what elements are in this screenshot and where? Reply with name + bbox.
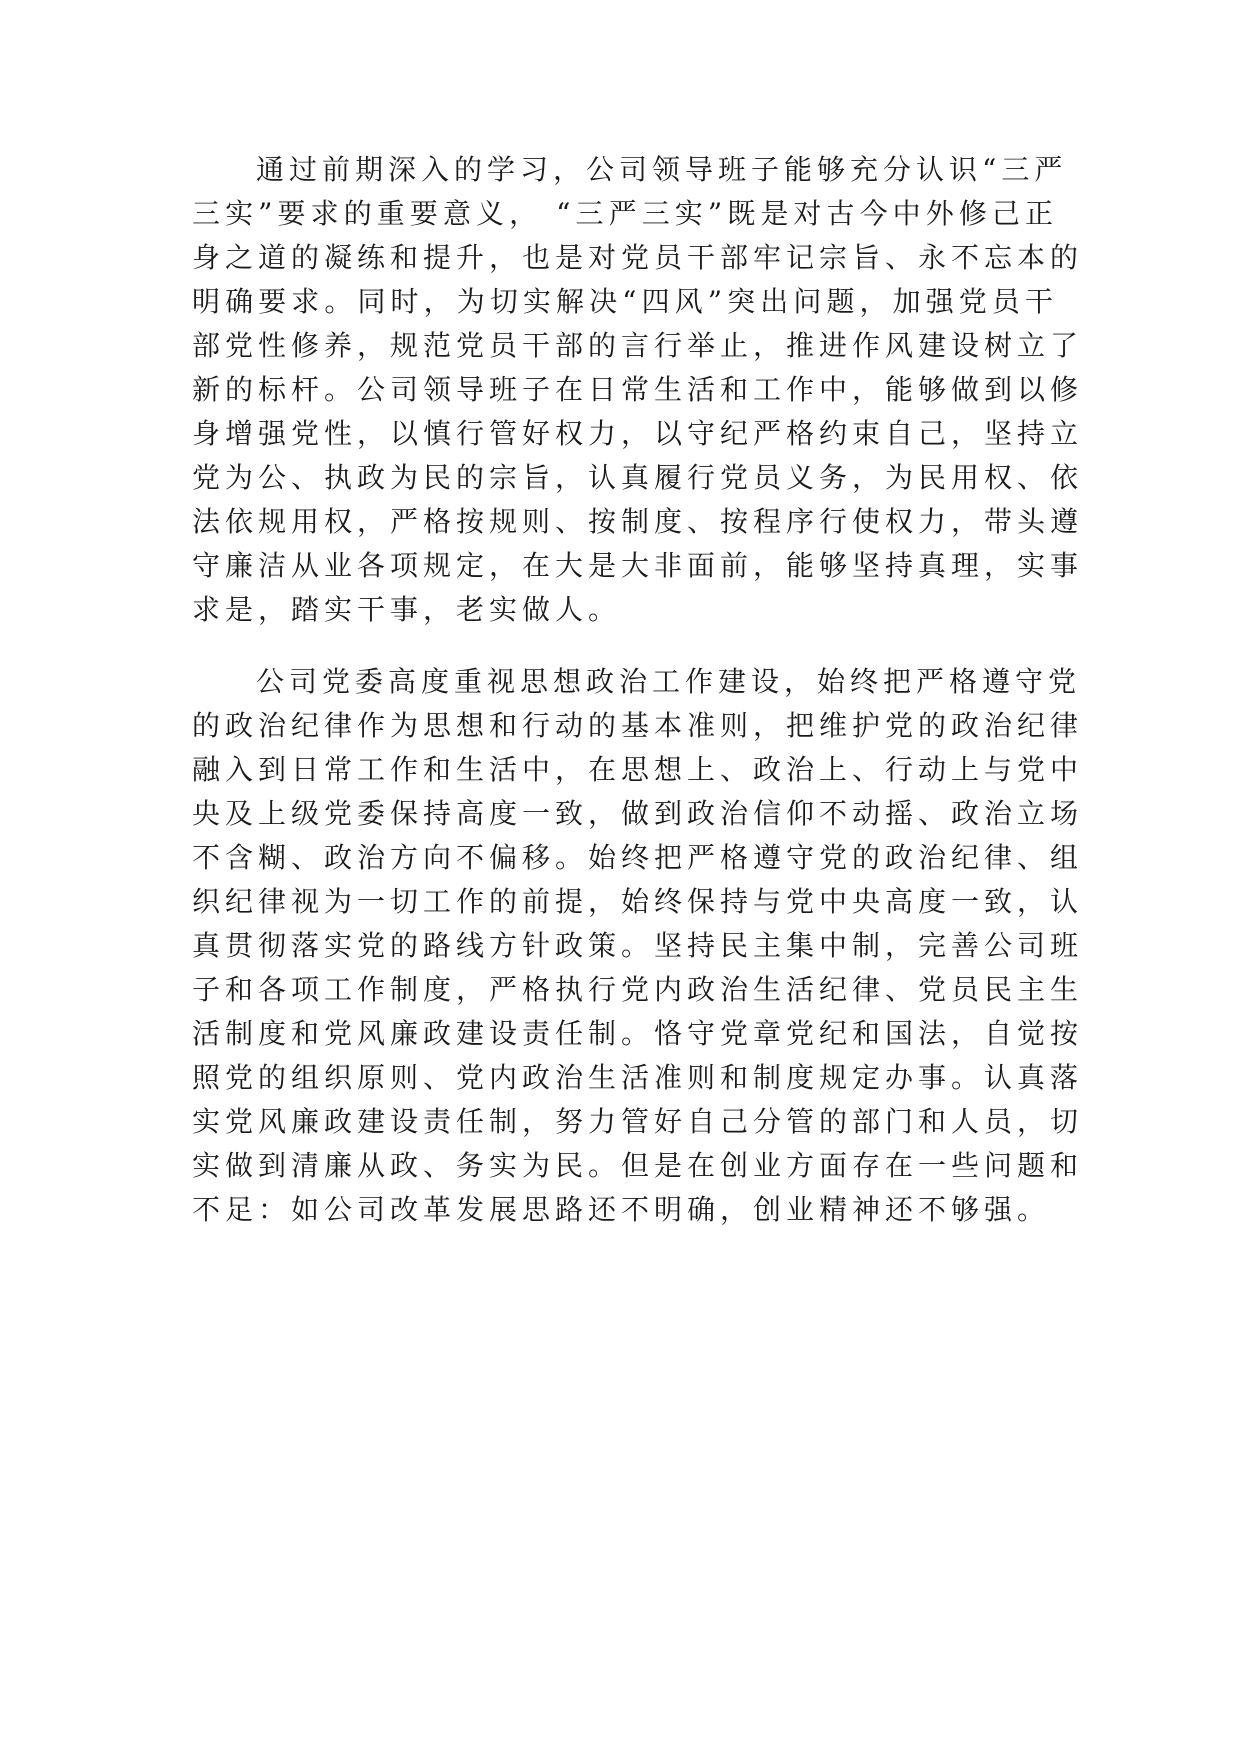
paragraph-1-line-11: 求是，踏实干事，老实做人。: [192, 593, 622, 626]
paragraph-spacer: [192, 632, 1058, 660]
paragraph-1-line-10: 守廉洁从业各项规定，在大是大非面前，能够坚持真理，实事: [192, 549, 1084, 582]
paragraph-1: [192, 148, 1084, 632]
paragraph-2-line-1: 公司党委高度重视思想政治工作建设，始终把严格遵守党: [256, 665, 1082, 698]
paragraph-1-line-1: 通过前期深入的学习，公司领导班子能够充分认识“三严: [256, 153, 1068, 186]
paragraph-2-line-3: 融入到日常工作和生活中，在思想上、政治上、行动上与党中: [192, 753, 1084, 786]
document-body: [192, 148, 1084, 1232]
paragraph-2: [192, 660, 1084, 1232]
paragraph-2-line-4: 央及上级党委保持高度一致，做到政治信仰不动摇、政治立场: [192, 797, 1084, 830]
paragraph-1-line-4: 明确要求。同时，为切实解决“四风”突出问题，加强党员干: [192, 285, 1058, 318]
paragraph-2-line-5: 不含糊、政治方向不偏移。始终把严格遵守党的政治纪律、组: [192, 841, 1084, 874]
paragraph-2-line-12: 实做到清廉从政、务实为民。但是在创业方面存在一些问题和: [192, 1149, 1084, 1182]
paragraph-2-line-13: 不足：如公司改革发展思路还不明确，创业精神还不够强。: [192, 1193, 1051, 1226]
paragraph-1-line-9: 法依规用权，严格按规则、按制度、按程序行使权力，带头遵: [192, 505, 1084, 538]
paragraph-1-line-3: 身之道的凝练和提升，也是对党员干部牢记宗旨、永不忘本的: [192, 241, 1084, 274]
paragraph-2-line-8: 子和各项工作制度，严格执行党内政治生活纪律、党员民主生: [192, 973, 1084, 1006]
paragraph-2-line-10: 照党的组织原则、党内政治生活准则和制度规定办事。认真落: [192, 1061, 1084, 1094]
paragraph-1-line-5: 部党性修养，规范党员干部的言行举止，推进作风建设树立了: [192, 329, 1084, 362]
paragraph-2-line-6: 织纪律视为一切工作的前提，始终保持与党中央高度一致，认: [192, 885, 1084, 918]
paragraph-2-line-7: 真贯彻落实党的路线方针政策。坚持民主集中制，完善公司班: [192, 929, 1084, 962]
paragraph-1-line-6: 新的标杆。公司领导班子在日常生活和工作中，能够做到以修: [192, 373, 1084, 406]
paragraph-1-line-8: 党为公、执政为民的宗旨，认真履行党员义务，为民用权、依: [192, 461, 1084, 494]
paragraph-2-line-11: 实党风廉政建设责任制，努力管好自己分管的部门和人员，切: [192, 1105, 1084, 1138]
paragraph-2-line-2: 的政治纪律作为思想和行动的基本准则，把维护党的政治纪律: [192, 709, 1084, 742]
paragraph-1-line-7: 身增强党性，以慎行管好权力，以守纪严格约束自己，坚持立: [192, 417, 1084, 450]
paragraph-2-line-9: 活制度和党风廉政建设责任制。恪守党章党纪和国法，自觉按: [192, 1017, 1084, 1050]
paragraph-1-line-2: 三实”要求的重要意义， “三严三实”既是对古今中外修己正: [192, 197, 1058, 230]
